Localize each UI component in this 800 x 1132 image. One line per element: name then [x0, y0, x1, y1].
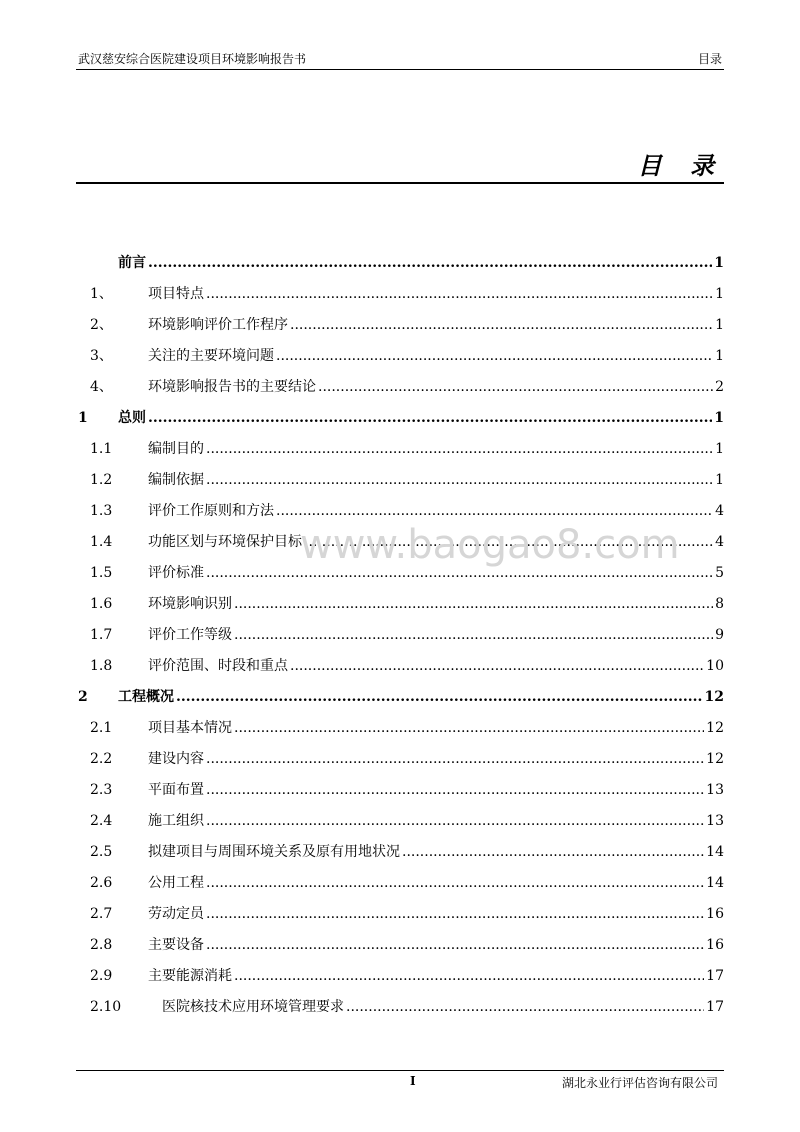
toc-entry[interactable] [76, 934, 724, 965]
toc-entry-label: 医院核技术应用环境管理要求 [162, 999, 344, 1015]
toc-dot-leader [206, 906, 704, 922]
toc-entry-number: 2.4 [90, 813, 113, 829]
footer-page-number: I [410, 1074, 416, 1088]
toc-entry[interactable] [76, 810, 724, 841]
toc-entry-label: 主要能源消耗 [148, 968, 232, 984]
toc-entry[interactable] [76, 562, 724, 593]
toc-entry-page: 1 [715, 472, 724, 488]
toc-entry[interactable] [76, 593, 724, 624]
toc-entry-number: 1.3 [90, 503, 113, 519]
toc-dot-leader [234, 968, 704, 984]
toc-entry-page: 13 [706, 813, 724, 829]
toc-dot-leader [206, 441, 713, 457]
toc-entry-page: 12 [704, 689, 724, 705]
toc-entry[interactable] [76, 965, 724, 996]
toc-entry[interactable] [76, 748, 724, 779]
toc-entry-label: 项目基本情况 [148, 720, 232, 736]
toc-entry[interactable] [76, 283, 724, 314]
toc-entry-number: 1.7 [90, 627, 113, 643]
toc-entry-page: 4 [715, 534, 724, 550]
toc-entry[interactable] [76, 345, 724, 376]
toc-entry-label: 项目特点 [148, 286, 204, 302]
watermark: www.baogao8.com [300, 522, 680, 568]
toc-entry[interactable] [76, 779, 724, 810]
toc-dot-leader [276, 348, 713, 364]
toc-entry-number: 2.3 [90, 782, 113, 798]
toc-entry[interactable] [76, 314, 724, 345]
toc-entry-number: 4、 [90, 379, 113, 395]
toc-entry-label: 评价工作原则和方法 [148, 503, 274, 519]
toc-dot-leader [206, 937, 704, 953]
toc-entry-number: 2.2 [90, 751, 113, 767]
toc-entry[interactable] [76, 624, 724, 655]
toc-entry[interactable] [76, 717, 724, 748]
toc-entry-label: 环境影响识别 [148, 596, 232, 612]
toc-entry-label: 关注的主要环境问题 [148, 348, 274, 364]
toc-entry-number: 3、 [90, 348, 113, 364]
toc-entry-label: 拟建项目与周围环境关系及原有用地状况 [148, 844, 400, 860]
footer-divider [76, 1070, 724, 1071]
toc-dot-leader [290, 317, 713, 333]
toc-heading: 目 录 [637, 152, 724, 180]
page-header [76, 48, 724, 68]
toc-entry-page: 10 [706, 658, 724, 674]
toc-entry-label: 功能区划与环境保护目标 [148, 534, 302, 550]
toc-entry-page: 5 [715, 565, 724, 581]
title-divider [76, 182, 724, 184]
toc-entry-page: 13 [706, 782, 724, 798]
toc-dot-leader [318, 379, 713, 395]
toc-entry-page: 4 [715, 503, 724, 519]
toc-entry[interactable] [76, 996, 724, 1027]
toc-entry-number: 1.2 [90, 472, 113, 488]
toc-entry-number: 1.5 [90, 565, 113, 581]
toc-entry-label: 总则 [118, 410, 146, 426]
toc-dot-leader [206, 875, 704, 891]
toc-entry[interactable] [76, 903, 724, 934]
toc-entry-label: 公用工程 [148, 875, 204, 891]
toc-entry[interactable] [76, 252, 724, 283]
toc-dot-leader [234, 596, 713, 612]
toc-entry-number: 2 [78, 689, 88, 705]
toc-entry-label: 建设内容 [148, 751, 204, 767]
toc-entry-label: 主要设备 [148, 937, 204, 953]
toc-entry[interactable] [76, 655, 724, 686]
toc-dot-leader [346, 999, 704, 1015]
toc-entry-page: 12 [706, 720, 724, 736]
toc-entry-page: 14 [706, 875, 724, 891]
toc-entry-number: 2.6 [90, 875, 113, 891]
toc-entry-page: 16 [706, 906, 724, 922]
toc-entry[interactable] [76, 500, 724, 531]
toc-dot-leader [234, 720, 704, 736]
table-of-contents [76, 252, 724, 1027]
toc-dot-leader [290, 658, 704, 674]
toc-dot-leader [402, 844, 704, 860]
toc-entry-page: 1 [714, 410, 724, 426]
toc-dot-leader [176, 689, 703, 705]
header-divider [76, 69, 724, 70]
toc-entry-page: 16 [706, 937, 724, 953]
toc-entry-number: 2.9 [90, 968, 113, 984]
toc-entry-label: 平面布置 [148, 782, 204, 798]
toc-dot-leader [206, 286, 713, 302]
toc-dot-leader [206, 751, 704, 767]
toc-entry-label: 评价标准 [148, 565, 204, 581]
toc-entry-page: 17 [706, 968, 724, 984]
toc-entry-label: 评价工作等级 [148, 627, 232, 643]
toc-dot-leader [148, 410, 712, 426]
toc-entry[interactable] [76, 841, 724, 872]
toc-entry-number: 1.8 [90, 658, 113, 674]
toc-entry-number: 1.4 [90, 534, 113, 550]
toc-entry-page: 9 [715, 627, 724, 643]
toc-entry-number: 1.1 [90, 441, 113, 457]
toc-entry-page: 2 [715, 379, 724, 395]
toc-entry-label: 工程概况 [118, 689, 174, 705]
toc-entry[interactable] [76, 686, 724, 717]
toc-entry-label: 劳动定员 [148, 906, 204, 922]
toc-dot-leader [206, 472, 713, 488]
toc-entry[interactable] [76, 531, 724, 562]
toc-dot-leader [276, 503, 713, 519]
toc-dot-leader [206, 813, 704, 829]
toc-dot-leader [206, 782, 704, 798]
toc-entry-page: 14 [706, 844, 724, 860]
toc-entry-page: 8 [715, 596, 724, 612]
toc-entry-label: 环境影响评价工作程序 [148, 317, 288, 333]
toc-entry-page: 1 [715, 348, 724, 364]
toc-entry-number: 2.8 [90, 937, 113, 953]
toc-entry-label: 评价范围、时段和重点 [148, 658, 288, 674]
toc-dot-leader [304, 534, 713, 550]
header-document-title: 武汉慈安综合医院建设项目环境影响报告书 [78, 52, 307, 66]
toc-entry-page: 17 [706, 999, 724, 1015]
toc-entry-label: 施工组织 [148, 813, 204, 829]
toc-dot-leader [148, 255, 712, 271]
toc-entry-number: 2.7 [90, 906, 113, 922]
toc-dot-leader [206, 565, 713, 581]
toc-dot-leader [234, 627, 713, 643]
toc-entry-page: 1 [715, 317, 724, 333]
toc-entry-number: 2、 [90, 317, 113, 333]
toc-entry-page: 1 [715, 286, 724, 302]
toc-entry-number: 2.10 [90, 999, 122, 1015]
toc-entry[interactable] [76, 376, 724, 407]
toc-entry-label: 环境影响报告书的主要结论 [148, 379, 316, 395]
toc-entry-number: 2.1 [90, 720, 113, 736]
toc-entry[interactable] [76, 438, 724, 469]
footer-company: 湖北永业行评估咨询有限公司 [561, 1076, 718, 1090]
toc-entry-page: 1 [715, 441, 724, 457]
toc-entry-page: 12 [706, 751, 724, 767]
toc-entry-label: 前言 [118, 255, 146, 271]
toc-entry-number: 1 [78, 410, 88, 426]
toc-entry-number: 1.6 [90, 596, 113, 612]
toc-entry-label: 编制依据 [148, 472, 204, 488]
toc-entry[interactable] [76, 407, 724, 438]
toc-entry-number: 2.5 [90, 844, 113, 860]
header-section-label: 目录 [697, 52, 722, 66]
toc-entry[interactable] [76, 872, 724, 903]
toc-entry-page: 1 [714, 255, 724, 271]
toc-entry-number: 1、 [90, 286, 113, 302]
toc-entry[interactable] [76, 469, 724, 500]
toc-entry-label: 编制目的 [148, 441, 204, 457]
